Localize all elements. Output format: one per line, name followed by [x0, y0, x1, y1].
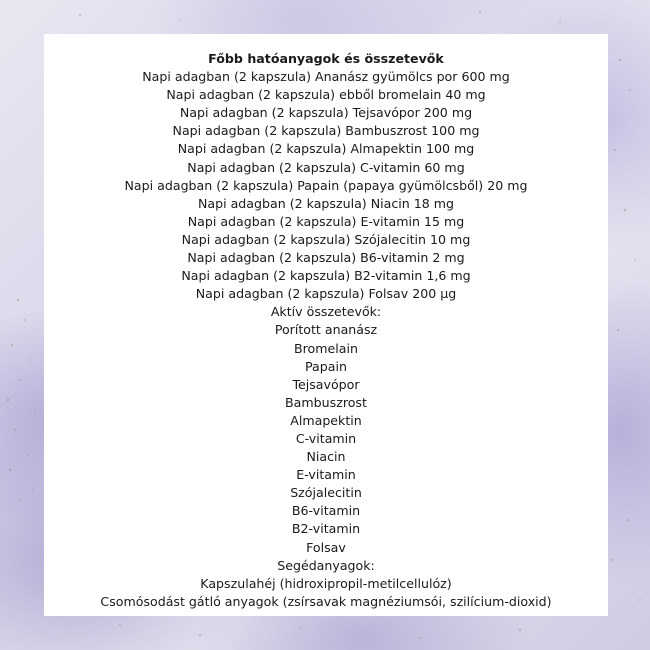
active-ingredient-item: E-vitamin	[296, 467, 356, 483]
ingredients-text	[44, 50, 608, 611]
dosage-line: Napi adagban (2 kapszula) Folsav 200 µg	[195, 286, 457, 302]
dosage-line: Napi adagban (2 kapszula) Ananász gyümölcs por 600 mg	[142, 69, 510, 85]
active-ingredient-item: Bambuszrost	[285, 394, 367, 410]
dosage-line: Napi adagban (2 kapszula) Bambuszrost 100 mg	[172, 123, 480, 139]
active-ingredient-item: Tejsavópor	[292, 376, 360, 392]
dosage-line: Napi adagban (2 kapszula) Niacin 18 mg	[197, 195, 455, 211]
active-ingredient-item: Szójalecitin	[290, 485, 362, 501]
active-ingredient-item: Bromelain	[294, 340, 358, 356]
dosage-line: Napi adagban (2 kapszula) ebből bromelain 40 mg	[166, 87, 486, 103]
dosage-line: Napi adagban (2 kapszula) Tejsavópor 200 mg	[179, 105, 473, 121]
active-ingredient-item: Niacin	[306, 449, 346, 465]
ingredients-card	[44, 34, 608, 616]
page-title: Főbb hatóanyagok és összetevők	[208, 51, 444, 66]
active-ingredient-item: B2-vitamin	[291, 521, 361, 537]
dosage-line: Napi adagban (2 kapszula) B6-vitamin 2 mg	[187, 250, 465, 266]
active-ingredients-heading: Aktív összetevők:	[270, 304, 382, 320]
active-ingredient-item: Papain	[305, 358, 347, 374]
excipients-heading: Segédanyagok:	[277, 557, 375, 573]
excipient-item: Kapszulahéj (hidroxipropil-metilcellulóz)	[200, 575, 452, 591]
dosage-line: Napi adagban (2 kapszula) Szójalecitin 10 mg	[181, 231, 471, 247]
excipient-item: Csomósodást gátló anyagok (zsírsavak magnéziumsói, szilícium-dioxid)	[100, 593, 552, 609]
active-ingredient-item: Folsav	[306, 539, 346, 555]
active-ingredient-item: B6-vitamin	[291, 503, 361, 519]
dosage-line: Napi adagban (2 kapszula) Papain (papaya gyümölcsből) 20 mg	[124, 177, 528, 193]
dosage-line: Napi adagban (2 kapszula) B2-vitamin 1,6 mg	[181, 268, 471, 284]
active-ingredient-item: C-vitamin	[295, 430, 357, 446]
active-ingredient-item: Almapektin	[290, 412, 362, 428]
dosage-line: Napi adagban (2 kapszula) E-vitamin 15 mg	[187, 213, 465, 229]
dosage-line: Napi adagban (2 kapszula) C-vitamin 60 mg	[187, 159, 465, 175]
active-ingredient-item: Porított ananász	[274, 322, 378, 338]
dosage-line: Napi adagban (2 kapszula) Almapektin 100 mg	[177, 141, 475, 157]
